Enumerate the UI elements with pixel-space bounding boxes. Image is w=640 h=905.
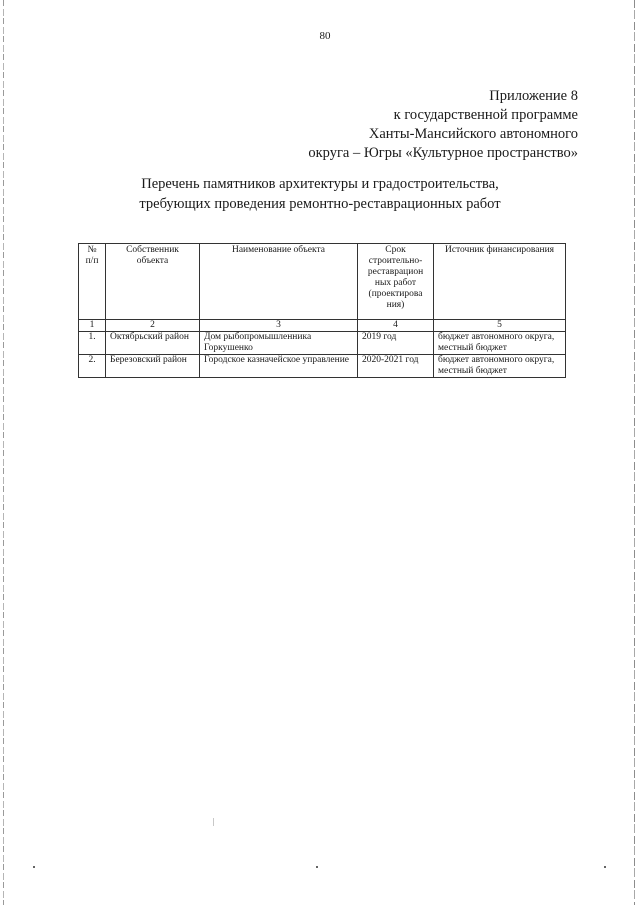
appendix-line-2: к государственной программе [393, 107, 578, 123]
appendix-line-4: округа – Югры «Культурное пространство» [308, 145, 578, 161]
scan-dot [316, 866, 318, 868]
appendix-line-1: Приложение 8 [489, 88, 578, 104]
row-owner: Березовский район [106, 355, 200, 378]
document-title [110, 174, 530, 214]
appendix-header [158, 87, 578, 163]
scan-dot [604, 866, 606, 868]
column-number: 4 [358, 320, 434, 332]
row-funding-source: бюджет автономного округа, местный бюджет [434, 355, 566, 378]
column-number: 3 [200, 320, 358, 332]
scan-edge-left [3, 0, 4, 905]
page-number: 80 [319, 30, 331, 42]
column-number: 5 [434, 320, 566, 332]
table-row [79, 332, 566, 355]
row-number: 1. [79, 332, 106, 355]
header-object-name: Наименование объекта [200, 244, 358, 320]
row-owner: Октябрьский район [106, 332, 200, 355]
title-line-2: требующих проведения ремонтно-реставрационных работ [139, 196, 501, 212]
scan-speck [213, 818, 214, 826]
column-number: 2 [106, 320, 200, 332]
header-number: № п/п [79, 244, 106, 320]
appendix-line-3: Ханты-Мансийского автономного [368, 126, 578, 142]
monuments-table [78, 243, 566, 378]
row-number: 2. [79, 355, 106, 378]
scan-edge-right [634, 0, 635, 905]
row-term: 2020-2021 год [358, 355, 434, 378]
row-term: 2019 год [358, 332, 434, 355]
header-funding-source: Источник финансирования [434, 244, 566, 320]
header-owner: Собственник объекта [106, 244, 200, 320]
table-row [79, 355, 566, 378]
header-term: Срок строительно-реставрацион ных работ (проектирова ния) [358, 244, 434, 320]
column-number: 1 [79, 320, 106, 332]
row-object-name: Дом рыбопромышленника Горкушенко [200, 332, 358, 355]
title-line-1: Перечень памятников архитектуры и градостроительства, [141, 176, 499, 192]
row-funding-source: бюджет автономного округа, местный бюджет [434, 332, 566, 355]
table-header-row [79, 244, 566, 320]
row-object-name: Городское казначейское управление [200, 355, 358, 378]
column-numbers-row [79, 320, 566, 332]
scan-dot [33, 866, 35, 868]
